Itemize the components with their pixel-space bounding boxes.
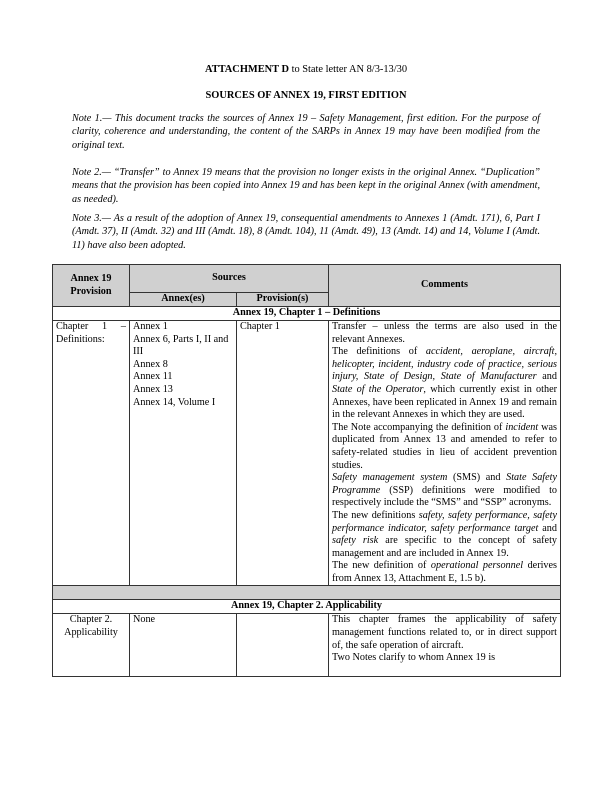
attachment-line <box>0 64 612 75</box>
header-sources: Sources <box>130 265 329 293</box>
state-letter-ref: to State letter AN 8/3-13/30 <box>288 64 408 75</box>
header-annexes: Annex(es) <box>130 293 237 307</box>
annex-item: Annex 11 <box>133 371 173 383</box>
header-annex19-provision: Annex 19 Provision <box>53 265 130 307</box>
comment-paragraph: The Note accompanying the definition of incident was duplicated from Annex 13 and amended to refer to safety-related studies in lieu of accident prevention studies. <box>332 421 558 471</box>
header-provisions: Provision(s) <box>237 293 329 307</box>
table-row <box>53 321 561 586</box>
header-comments: Comments <box>329 265 561 307</box>
separator-cell <box>53 586 561 600</box>
annex-item: Annex 8 <box>133 358 168 370</box>
annex-item: None <box>133 614 156 626</box>
annexes-cell <box>130 321 237 586</box>
comment-paragraph: The new definitions safety, safety performance, safety performance indicator, safety performance target and safety risk are specific to the concept of safety management and are included in Annex 19. <box>332 509 557 559</box>
comment-paragraph: Safety management system (SMS) and State Safety Programme (SSP) definitions were modified to respectively include the “SMS” and “SSP” acronyms. <box>332 472 558 509</box>
provision-cell: Chapter 1 – Definitions: <box>53 321 130 586</box>
header-row <box>53 265 561 293</box>
note-1: Note 1.— This document tracks the sources of Annex 19 – Safety Management, first edition. For the purpose of clarity, coherence and understanding, the content of the SARPs in Annex 19 may have been modified from the original text. <box>72 113 540 151</box>
annex-item: Annex 1 <box>133 321 168 332</box>
provisions-cell <box>237 614 329 677</box>
document-title: SOURCES OF ANNEX 19, FIRST EDITION <box>205 90 407 101</box>
sources-table <box>52 264 561 677</box>
attachment-label: ATTACHMENT D <box>204 64 289 75</box>
section-row <box>53 600 561 614</box>
comments-cell <box>329 614 561 677</box>
section-row <box>53 307 561 321</box>
comment-paragraph: The new definition of operational personnel derives from Annex 13, Attachment E, 1.5 b). <box>332 560 558 584</box>
note-2: Note 2.— “Transfer” to Annex 19 means that the provision no longer exists in the original Annex. “Duplication” means that the provision has been copied into Annex 19 and has been kept in the original Annex (with amendment, as needed). <box>72 167 540 205</box>
section-title: Annex 19, Chapter 2. Applicability <box>53 600 561 614</box>
comment-paragraph: This chapter frames the applicability of safety management functions related to, or in direct support of, the safe operation of aircraft. <box>332 614 557 651</box>
note-3: Note 3.— As a result of the adoption of Annex 19, consequential amendments to Annexes 1 (Amdt. 171), 6, Part I (Amdt. 37), II (Amdt. 32) and III (Amdt. 18), 8 (Amdt. 104), 11 (Amdt. 49), 13 (Amdt. 14) and 14, Volume I (Amdt. 11) have also been adopted. <box>72 213 540 251</box>
annex-item: Annex 14, Volume I <box>133 396 216 408</box>
provisions-cell: Chapter 1 <box>237 321 329 586</box>
comments-cell <box>329 321 561 586</box>
section-title: Annex 19, Chapter 1 – Definitions <box>53 307 561 321</box>
comment-paragraph: The definitions of accident, aeroplane, aircraft, helicopter, incident, industry code of practice, serious injury, State of Design, State of Manufacturer and State of the Operator, which currently exist in other Annexes, have been replicated in Annex 19 and remain in the relevant Annexes in which they are used. <box>332 346 558 421</box>
annex-item: Annex 13 <box>133 383 173 395</box>
separator-row <box>53 586 561 600</box>
comment-paragraph: Two Notes clarify to whom Annex 19 is <box>332 652 496 664</box>
provision-cell: Chapter 2. Applicability <box>53 614 130 677</box>
comment-paragraph: Transfer – unless the terms are also used in the relevant Annexes. <box>332 321 557 345</box>
annex-item: Annex 6, Parts I, II and III <box>133 333 229 358</box>
annexes-cell <box>130 614 237 677</box>
table-row <box>53 614 561 677</box>
